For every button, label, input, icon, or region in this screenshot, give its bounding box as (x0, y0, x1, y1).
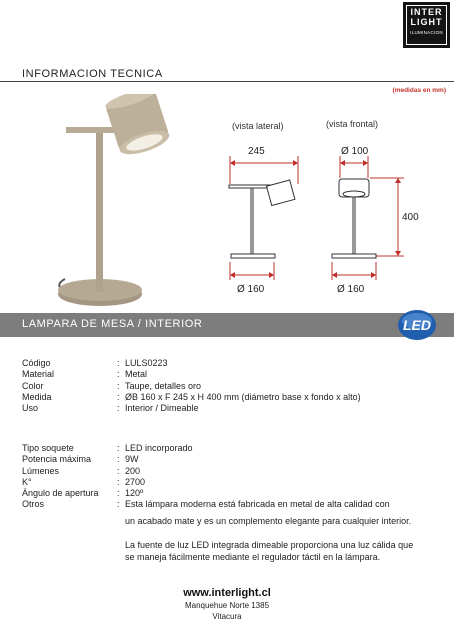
dim-head-label: Ø 100 (341, 146, 369, 157)
spec-row: Otros : Esta lámpara moderna está fabricada en metal de alta calidad con (22, 499, 390, 510)
spec-block-1 (22, 358, 361, 414)
spec-value: 200 (125, 465, 141, 476)
side-view-caption: (vista lateral) (232, 121, 284, 131)
spec-row: Lúmenes : 200 (22, 465, 141, 476)
led-badge-icon (397, 309, 437, 341)
description-para2-line1: La fuente de luz LED integrada dimeable proporciona una luz cálida que (125, 540, 414, 550)
spec-row: Código : LULS0223 (22, 358, 168, 368)
spec-key: Potencia máxima (22, 454, 92, 465)
dim-width-label: 245 (248, 146, 265, 157)
spec-value: 9W (125, 454, 139, 465)
spec-key: Tipo soquete (22, 443, 74, 453)
units-note: (medidas en mm) (392, 87, 446, 94)
spec-value: Metal (125, 369, 148, 380)
spec-value: LED incorporado (125, 443, 193, 453)
dim-base-side-label: Ø 160 (237, 284, 265, 295)
spec-value: Taupe, detalles oro (125, 380, 202, 391)
dim-height-label: 400 (402, 212, 419, 223)
spec-row: Material : Metal (22, 369, 148, 380)
spec-key: Color (22, 380, 44, 391)
category-title: LAMPARA DE MESA / INTERIOR (22, 318, 203, 330)
spec-row: Color : Taupe, detalles oro (22, 380, 202, 391)
spec-key: Otros (22, 499, 45, 510)
spec-row: Tipo soquete : LED incorporado (22, 443, 193, 453)
spec-value: Esta lámpara moderna está fabricada en metal de alta calidad con (125, 499, 390, 510)
spec-value: ØB 160 x F 245 x H 400 mm (diámetro base x fondo x alto) (125, 391, 361, 402)
spec-key: K° (22, 476, 32, 487)
city-text: Vitacura (212, 612, 242, 621)
spec-row: K° : 2700 (22, 476, 146, 487)
spec-key: Lúmenes (22, 465, 60, 476)
side-view-drawing (222, 150, 312, 290)
spec-block-2 (22, 443, 390, 511)
spec-key: Uso (22, 403, 39, 414)
tech-info-title: INFORMACION TECNICA (22, 68, 163, 80)
lamp-photo (50, 94, 180, 314)
address-text: Manquehue Norte 1385 (184, 601, 270, 610)
spec-key: Material (22, 369, 55, 380)
description-para2-line2: se maneja fácilmente mediante el regulador táctil en la lámpara. (125, 552, 381, 562)
spec-key: Código (22, 358, 51, 368)
spec-value: 120º (125, 488, 144, 499)
front-view-caption: (vista frontal) (326, 119, 379, 129)
logo-line-3: ILUMINACION (410, 30, 443, 35)
dim-base-front-label: Ø 160 (337, 284, 365, 295)
spec-value: 2700 (125, 476, 146, 487)
website-link[interactable]: www.interlight.cl (183, 587, 271, 599)
spec-value: LULS0223 (125, 358, 168, 368)
led-badge-label: LED (403, 317, 431, 333)
title-divider (0, 81, 454, 82)
spec-value: Interior / Dimeable (125, 403, 199, 414)
logo-line-1: INTER (410, 7, 443, 17)
description-line-2: un acabado mate y es un complemento elegante para cualquier interior. (125, 516, 412, 526)
interlight-logo (403, 2, 450, 48)
spec-row: Medida : ØB 160 x F 245 x H 400 mm (diámetro base x fondo x alto) (22, 391, 361, 402)
spec-key: Medida (22, 391, 52, 402)
spec-row: Uso : Interior / Dimeable (22, 403, 199, 414)
spec-key: Ángulo de apertura (22, 488, 99, 499)
logo-line-2: LIGHT (410, 17, 443, 27)
spec-row: Ángulo de apertura : 120º (22, 488, 144, 499)
spec-row: Potencia máxima : 9W (22, 454, 139, 465)
